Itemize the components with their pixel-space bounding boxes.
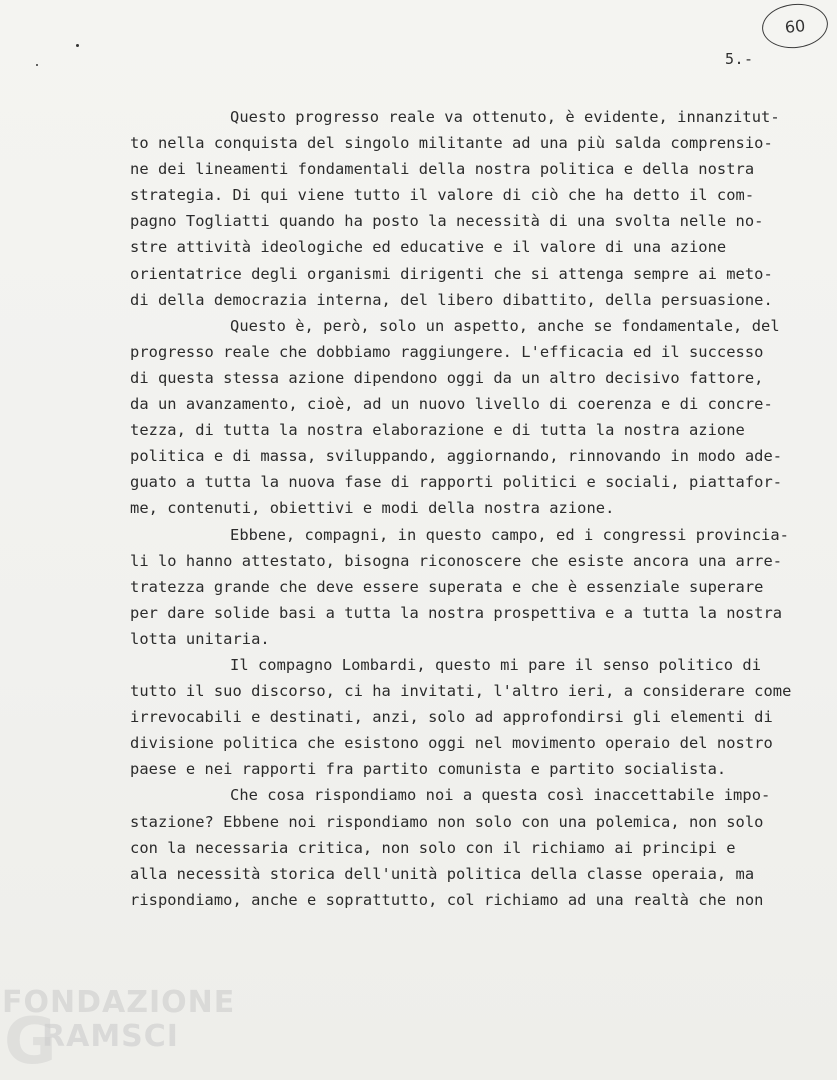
text-line: stre attività ideologiche ed educative e il valore di una azione xyxy=(130,238,727,257)
text-line: politica e di massa, sviluppando, aggiornando, rinnovando in modo ade- xyxy=(130,447,783,466)
text-line: Questo è, però, solo un aspetto, anche se fondamentale, del xyxy=(230,316,780,335)
text-line: pagno Togliatti quando ha posto la necessità di una svolta nelle no- xyxy=(130,212,764,231)
watermark-line-2-text: RAMSCI xyxy=(42,1019,179,1054)
text-line: tutto il suo discorso, ci ha invitati, l'altro ieri, a considerare come xyxy=(130,682,792,701)
watermark-g-emblem: G xyxy=(4,1005,58,1079)
watermark-line-2 xyxy=(2,1005,212,1079)
text-line: strategia. Di qui viene tutto il valore di ciò che ha detto il com- xyxy=(130,186,755,205)
text-line: Ebbene, compagni, in questo campo, ed i congressi provincia- xyxy=(230,525,789,544)
text-line: to nella conquista del singolo militante ad una più salda comprensio- xyxy=(130,134,773,153)
text-line: stazione? Ebbene noi rispondiamo non solo con una polemica, non solo xyxy=(130,812,764,831)
text-line: Il compagno Lombardi, questo mi pare il senso politico di xyxy=(230,655,762,674)
text-line: paese e nei rapporti fra partito comunista e partito socialista. xyxy=(130,760,727,779)
text-line: con la necessaria critica, non solo con il richiamo ai principi e xyxy=(130,838,736,857)
page-number: 5.- xyxy=(725,50,754,68)
text-line: da un avanzamento, cioè, ad un nuovo livello di coerenza e di concre- xyxy=(130,395,773,414)
watermark-line-1: FONDAZIONE xyxy=(2,985,236,1020)
text-line: tratezza grande che deve essere superata e che è essenziale superare xyxy=(130,577,764,596)
text-line: Che cosa rispondiamo noi a questa così inaccettabile impo- xyxy=(230,786,771,805)
watermark-logo xyxy=(2,985,236,1079)
text-line: per dare solide basi a tutta la nostra prospettiva e a tutta la nostra xyxy=(130,603,783,622)
text-line: tezza, di tutta la nostra elaborazione e di tutta la nostra azione xyxy=(130,421,745,440)
text-line: Questo progresso reale va ottenuto, è evidente, innanzitut- xyxy=(230,108,780,126)
text-line: li lo hanno attestato, bisogna riconoscere che esiste ancora una arre- xyxy=(130,551,783,570)
text-line: irrevocabili e destinati, anzi, solo ad approfondirsi gli elementi di xyxy=(130,708,773,727)
text-line: di questa stessa azione dipendono oggi da un altro decisivo fattore, xyxy=(130,368,764,387)
text-line: ne dei lineamenti fondamentali della nostra politica e della nostra xyxy=(130,160,755,179)
text-line: rispondiamo, anche e soprattutto, col richiamo ad una realtà che non xyxy=(130,890,764,909)
text-line: di della democrazia interna, del libero dibattito, della persuasione. xyxy=(130,290,773,309)
text-line: alla necessità storica dell'unità politica della classe operaia, ma xyxy=(130,864,755,883)
text-line: guato a tutta la nuova fase di rapporti politici e sociali, piattafor- xyxy=(130,473,783,492)
document-body xyxy=(130,104,830,913)
text-line: lotta unitaria. xyxy=(130,629,270,648)
text-line: orientatrice degli organismi dirigenti che si attenga sempre ai meto- xyxy=(130,264,773,283)
archive-number-stamp: 60 xyxy=(760,1,830,52)
ink-speck xyxy=(36,64,38,66)
text-line: progresso reale che dobbiamo raggiungere. L'efficacia ed il successo xyxy=(130,342,764,361)
text-line: divisione politica che esistono oggi nel movimento operaio del nostro xyxy=(130,734,773,753)
ink-speck xyxy=(76,44,79,47)
text-line: me, contenuti, obiettivi e modi della nostra azione. xyxy=(130,499,615,518)
